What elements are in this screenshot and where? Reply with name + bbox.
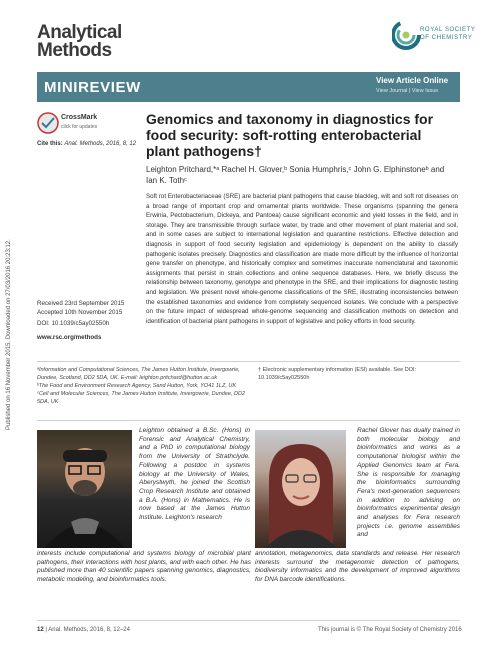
divider (37, 361, 460, 362)
affiliation-c: ᶜCell and Molecular Sciences, The James Hutton Institute, Invergowrie, Dundee, DD2 5DA, UK (37, 391, 246, 405)
portrait-icon (37, 430, 132, 548)
citation (37, 141, 136, 147)
affiliation-b: ᵇThe Food and Environment Research Agency, Sand Hutton, York, YO41 1LZ, UK (37, 383, 237, 389)
citation-ref: Anal. Methods, 2016, 8, 12 (64, 141, 137, 147)
affiliations (37, 366, 253, 406)
doi[interactable]: DOI: 10.1039/c5ay02550h (37, 320, 110, 327)
journal-website[interactable]: www.rsc.org/methods (37, 334, 102, 341)
crossmark-sub[interactable]: click for updates (61, 124, 98, 130)
footer-page-ref: 12 | Anal. Methods, 2016, 8, 12–24 (37, 627, 130, 633)
publication-note: Published on 16 November 2015. Downloaded on 27/03/2016 20:23:12. (6, 239, 12, 430)
journal-title-line1: Analytical (37, 22, 122, 43)
received-date: Received 23rd September 2015 (37, 300, 125, 307)
journal-reference: Anal. Methods, 2016, 8, 12–24 (48, 627, 130, 633)
accepted-date: Accepted 10th November 2015 (37, 309, 123, 316)
publication-sidebar (5, 150, 17, 430)
publisher-name-line1: ROYAL SOCIETY (420, 27, 476, 33)
author-photo-glover (255, 430, 346, 548)
crossmark-label[interactable]: CrossMark (61, 114, 98, 121)
citation-prefix: Cite this: (37, 141, 63, 147)
author-list: Leighton Pritchard,*ᵃ Rachel H. Glover,ᵇ Sonia Humphris,ᶜ John G. Elphinstoneᵇ and Ian K. Tothᶜ (146, 165, 445, 185)
view-article-online-link[interactable]: View Article Online (376, 76, 449, 85)
affiliation-a: ᵃInformation and Computational Sciences, The James Hutton Institute, Invergowrie, Dundee, Scotland, DD2 5DA, UK. E-mail: leighton.pritchard@hutton.ac.uk (37, 367, 240, 381)
author-photo-pritchard (37, 430, 132, 548)
journal-title-line2: Methods (37, 40, 112, 61)
journal-title (37, 24, 122, 60)
article-title: Genomics and taxonomy in diagnostics for food security: soft-rotting enterobacterial plant pathogens† (146, 111, 434, 159)
view-journal-issue-links[interactable]: View Journal | View Issue (376, 88, 439, 94)
portrait-icon (255, 430, 346, 548)
bio-glover-part2: annotation, metagenomics, data standards and release. Her research interests surround the metagenomic detection of pathogens, biodiversity informatics and the development of improved algorithms for DNA barcode identifications. (255, 550, 460, 584)
bio-glover-part1: Rachel Glover has dually trained in both molecular biology and bioinformatics and works as a computational biologist within the Applied Genomics team at Fera. She is responsible for managing the bioinformatics surrounding Fera's next-generation sequencers in addition to advising on bioinformatics experimental design and analyses for Fera research projects i.e. genome assemblies and (357, 427, 460, 539)
bio-pritchard-part2: interests include computational and systems biology of microbial plant pathogens, their interactions with host plants, and with each other. He has published more than 40 scientific papers spanning genomics, diagnostics, metabolic modeling, and bioinformatics tools. (37, 550, 251, 584)
divider (37, 420, 460, 421)
bio-pritchard-part1: Leighton obtained a B.Sc. (Hons) in Forensic and Analytical Chemistry, and a PhD in computational biology from the University of Strathclyde. Following a postdoc in systems biology at the University of Wales, Aberystwyth, he joined the Scottish Crop Research Institute and obtained a B.A. (Hons) in Mathematics. He is now based at the James Hutton Institute. Leighton's research (139, 427, 250, 522)
esi-note: † Electronic supplementary information (ESI) available. See DOI: 10.1039/c5ay02550h (258, 367, 417, 381)
page-number: 12 (37, 627, 44, 633)
crossmark-icon[interactable] (37, 112, 59, 134)
abstract: Soft rot Enterobacteriaceae (SRE) are bacterial plant pathogens that cause blackleg, wilt and soft rot diseases on a broad range of important crop and ornamental plants worldwide. These organisms (spanning the genera Erwinia, Pectobacterium, Dickeya, and Pantoea) cause significant economic and yield losses in the field, and in storage. They are transmissible through surface water, by trade and other movement of plant material and soil, and in some cases are subject to international legislation and quarantine restrictions. Effective detection and diagnosis in support of food security legislation and epidemiology is dependent on the ability to classify pathogenic isolates precisely. Diagnostics and classification are made more difficult by the influence of horizontal gene transfer on phenotype, and historically complex and sometimes inaccurate nomenclatural and taxonomic assignments that persist in strain collections and online sequence databases. Here, we briefly discuss the relationship between taxonomy, genotype and phenotype in the SRE, and their implications for diagnostic testing and legislation. We present novel whole-genome classifications of the SRE, illustrating inconsistencies between the established taxonomies and evidence from completely sequenced isolates. We conclude with a perspective on the future impact of widespread whole-genome sequencing and classification methods on detection and identification of bacterial plant pathogens in support of legislative and policy efforts in food security. (146, 193, 458, 325)
article-type-label: MINIREVIEW (44, 79, 141, 96)
publisher-name-line2: OF CHEMISTRY (420, 35, 473, 41)
footer-divider (37, 620, 460, 621)
article-dates (37, 299, 124, 317)
footer-copyright: This journal is © The Royal Society of Chemistry 2016 (318, 627, 462, 633)
publisher-name (420, 26, 475, 42)
